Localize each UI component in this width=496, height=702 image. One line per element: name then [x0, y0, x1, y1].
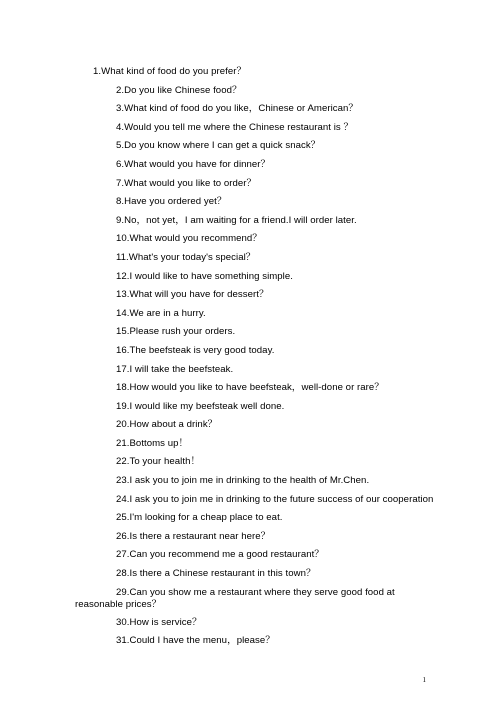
list-item: 29.Can you show me a restaurant where they serve good food at reasonable prices？ — [75, 587, 395, 610]
list-item: 24.I ask you to join me in drinking to the future success of our cooperation — [116, 494, 434, 506]
list-item: 6.What would you have for dinner？ — [116, 158, 271, 170]
list-item: 26.Is there a restaurant near here？ — [116, 530, 271, 542]
list-item: 1.What kind of food do you prefer？ — [93, 66, 247, 77]
list-item: 23.I ask you to join me in drinking to the health of Mr.Chen. — [116, 475, 370, 487]
list-item: 4.Would you tell me where the Chinese restaurant is ？ — [116, 121, 354, 133]
list-item: 19.I would like my beefsteak well done. — [116, 400, 285, 412]
list-item: 5.Do you know where I can get a quick snack？ — [116, 140, 321, 152]
list-item: 7.What would you like to order？ — [116, 177, 257, 189]
list-item: 20.How about a drink？ — [116, 419, 218, 431]
list-item: 16.The beefsteak is very good today. — [116, 344, 275, 356]
list-item: 30.How is service？ — [116, 616, 202, 628]
list-item: 27.Can you recommend me a good restaurant？ — [116, 549, 324, 561]
list-item: 12.I would like to have something simple. — [116, 270, 293, 282]
list-item: 8.Have you ordered yet？ — [116, 196, 227, 208]
list-item: 11.What's your today's special？ — [116, 251, 256, 263]
list-item: 10.What would you recommend？ — [116, 233, 262, 245]
list-item: 14.We are in a hurry. — [116, 307, 206, 319]
list-item: 22.To your health！ — [116, 456, 201, 468]
list-item: 25.I'm looking for a cheap place to eat. — [116, 512, 283, 524]
phrase-list — [0, 63, 496, 651]
list-item: 28.Is there a Chinese restaurant in this town？ — [116, 568, 316, 580]
list-item: 13.What will you have for dessert？ — [116, 289, 269, 301]
list-item: 2.Do you like Chinese food？ — [116, 84, 242, 96]
list-item: 17.I will take the beefsteak. — [116, 363, 234, 375]
list-item: 3.What kind of food do you like，Chinese or American？ — [116, 103, 359, 115]
list-item: 18.How would you like to have beefsteak，well-done or rare？ — [116, 382, 384, 394]
list-item: 21.Bottoms up！ — [116, 437, 189, 449]
list-item: 9.No，not yet，I am waiting for a friend.I will order later. — [116, 214, 357, 226]
list-item: 31.Could I have the menu，please？ — [116, 635, 275, 647]
page-number: 1 — [422, 676, 426, 684]
list-item: 15.Please rush your orders. — [116, 326, 236, 338]
